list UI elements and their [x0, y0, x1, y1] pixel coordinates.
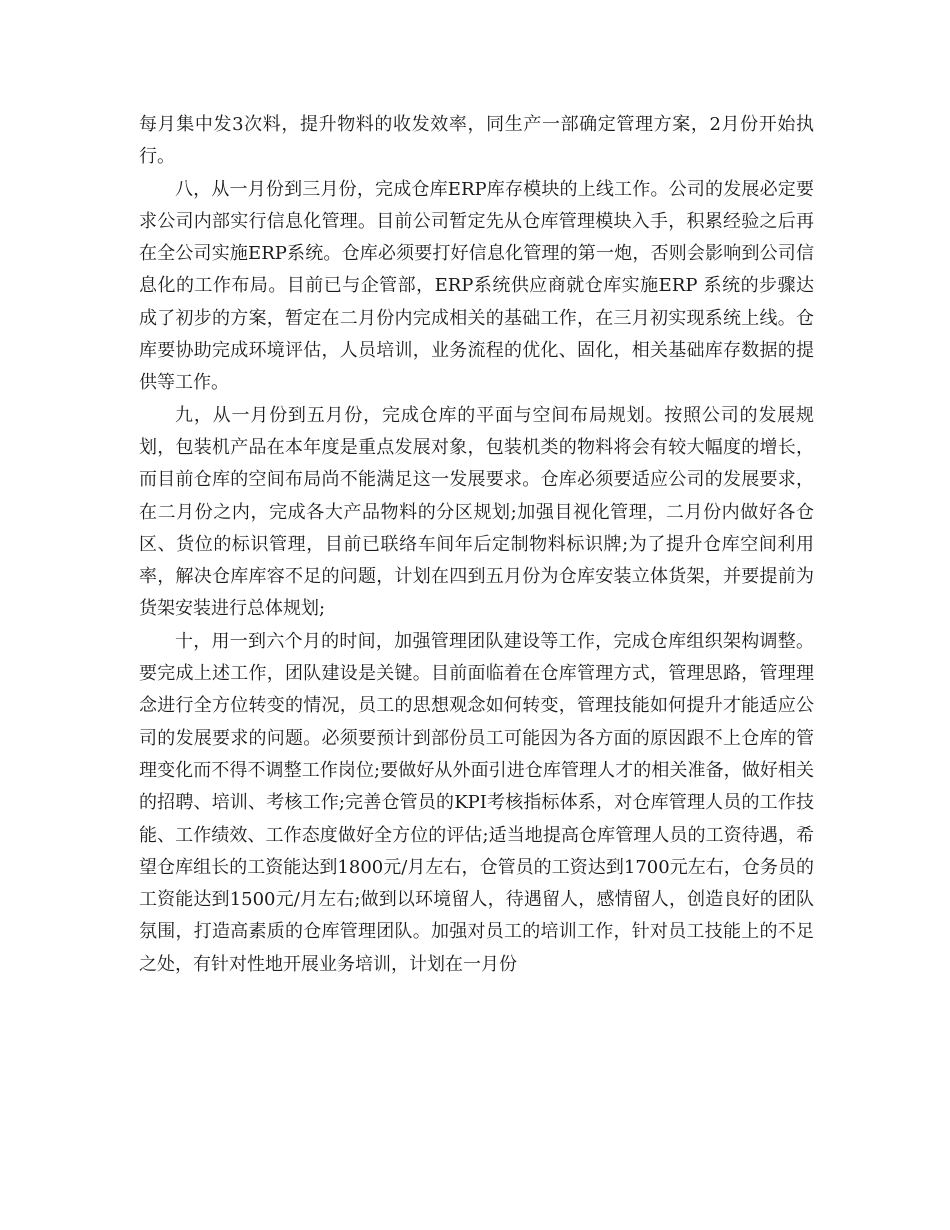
document-body: [139, 109, 814, 981]
paragraph-continuation: 每月集中发3次料，提升物料的收发效率，同生产一部确定管理方案，2月份开始执行。: [139, 114, 814, 168]
paragraph-item-9: 九，从一月份到五月份，完成仓库的平面与空间布局规划。按照公司的发展规划，包装机产品在本年度是重点发展对象，包装机类的物料将会有较大幅度的增长，而目前仓库的空间布局尚不能满足这一发展要求。仓库必须要适应公司的发展要求，在二月份之内，完成各大产品物料的分区规划;加强目视化管理，二月份内做好各仓区、货位的标识管理，目前已联络车间年后定制物料标识牌;为了提升仓库空间利用率，解决仓库库容不足的问题，计划在四到五月份为仓库安装立体货架，并要提前为货架安装进行总体规划;: [139, 404, 814, 620]
paragraph-item-8: 八，从一月份到三月份，完成仓库ERP库存模块的上线工作。公司的发展必定要求公司内部实行信息化管理。目前公司暂定先从仓库管理模块入手，积累经验之后再在全公司实施ERP系统。仓库必须要打好信息化管理的第一炮，否则会影响到公司信息化的工作布局。目前已与企管部，ERP系统供应商就仓库实施ERP 系统的步骤达成了初步的方案，暂定在二月份内完成相关的基础工作，在三月初实现系统上线。仓库要协助完成环境评估，人员培训，业务流程的优化、固化，相关基础库存数据的提供等工作。: [139, 178, 814, 394]
paragraph-item-10: 十，用一到六个月的时间，加强管理团队建设等工作，完成仓库组织架构调整。要完成上述工作，团队建设是关键。目前面临着在仓库管理方式，管理思路，管理理念进行全方位转变的情况，员工的思想观念如何转变，管理技能如何提升才能适应公司的发展要求的问题。必须要预计到部份员工可能因为各方面的原因跟不上仓库的管理变化而不得不调整工作岗位;要做好从外面引进仓库管理人才的相关准备，做好相关的招聘、培训、考核工作;完善仓管员的KPI考核指标体系，对仓库管理人员的工作技能、工作绩效、工作态度做好全方位的评估;适当地提高仓库管理人员的工资待遇，希望仓库组长的工资能达到1800元/月左右，仓管员的工资达到1700元左右，仓务员的工资能达到1500元/月左右;做到以环境留人，待遇留人，感情留人，创造良好的团队氛围，打造高素质的仓库管理团队。加强对员工的培训工作，针对员工技能上的不足之处，有针对性地开展业务培训，计划在一月份: [139, 630, 814, 975]
